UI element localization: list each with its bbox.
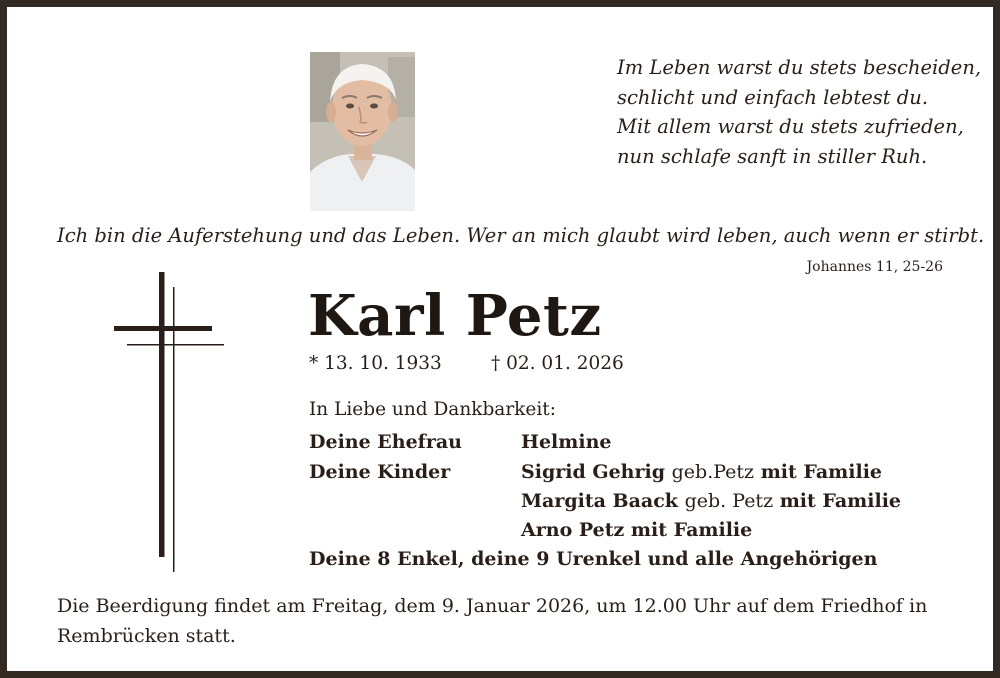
life-dates [309,351,624,377]
portrait-photo [310,52,415,211]
bible-verse-reference: Johannes 11, 25-26 [806,259,943,275]
family-row-children [309,459,883,485]
child-suffix: mit Familie [760,461,883,483]
poem [617,53,982,171]
cross-icon [107,269,227,574]
poem-line: Im Leben warst du stets bescheiden, [617,56,982,79]
family-row-others: Deine 8 Enkel, deine 9 Urenkel und alle Angehörigen [309,548,878,570]
child-suffix: mit Familie [779,490,902,512]
family-label: Deine Kinder [309,461,451,483]
poem-line: Mit allem warst du stets zufrieden, [617,115,964,138]
family-member [521,488,901,514]
child-birthname: geb.Petz [671,461,755,483]
death-date: † 02. 01. 2026 [491,353,624,374]
birth-date: * 13. 10. 1933 [309,353,442,374]
mourning-intro: In Liebe und Dankbarkeit: [309,399,556,420]
deceased-name: Karl Petz [308,283,602,349]
child-birthname: geb. Petz [684,490,774,512]
family-member: Arno Petz mit Familie [521,519,753,541]
funeral-notice: Die Beerdigung findet am Freitag, dem 9. Januar 2026, um 12.00 Uhr auf dem Friedhof in Rembrücken statt. [57,595,928,647]
child-name: Sigrid Gehrig [521,461,665,483]
poem-line: schlicht und einfach lebtest du. [617,85,929,109]
family-label: Deine Ehefrau [309,431,462,453]
family-member: Helmine [521,431,612,453]
bible-verse: Ich bin die Auferstehung und das Leben. Wer an mich glaubt wird leben, auch wenn er stirbt. [57,224,985,247]
family-row-spouse [309,429,612,455]
child-name: Margita Baack [521,490,678,512]
poem-line: nun schlafe sanft in stiller Ruh. [617,144,928,168]
family-member [521,459,882,485]
